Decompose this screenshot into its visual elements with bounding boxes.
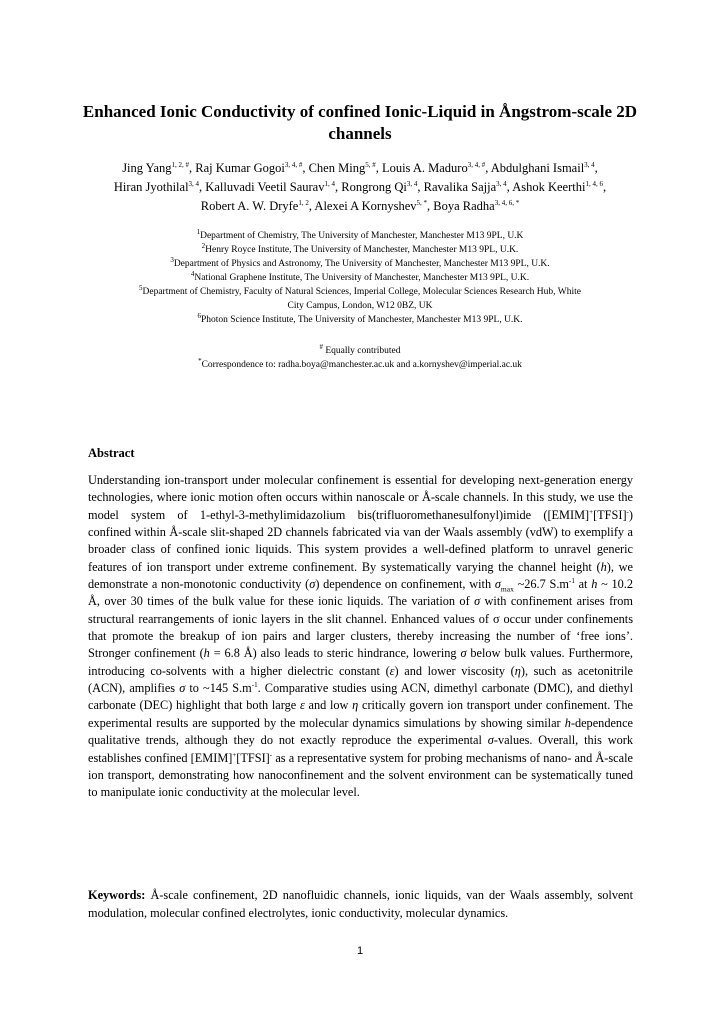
author: Abdulghani Ismail$^{3, 4}$, [490,160,598,175]
affiliation: $^1$Department of Chemistry, The University of Manchester, Manchester M13 9PL, U.K [196,227,524,241]
abstract-text: Understanding ion-transport under molecular confinement is essential for developing next-generation energy technologies, where ionic motion often occurs within nanoscale or Å-scale channels. In this study, we use the model system of 1-ethyl-3-methylimidazolium bis(trifluoromethanesulfonyl)imide ([EMIM]+[TFSI]-) confined within Å-scale slit-shaped 2D channels fabricated via van der Waals assembly (vdW) to exemplify a broader class of confined ionic liquids. This system provides a well-defined platform to unravel generic features of ion transport under extreme confinement. By systematically varying the channel height (h), we demonstrate a non-monotonic conductivity (σ) dependence on confinement, with $\sigma_{max}$ ~26.7 $S.m^{-1}$ at h ~ 10.2 Å, over 30 times of the bulk value for these ionic liquids. The variation of σ with confinement arises from structural rearrangements of ionic layers in the slit channel. Enhanced values of σ occur under confinements that promote the breakup of ion pairs and larger clusters, thereby increasing the number of ‘free ions’. Stronger confinement (h = 6.8 Å) also leads to steric hindrance, lowering σ below bulk values. Furthermore, introducing co-solvents with a higher dielectric constant (ε) and lower viscosity (η), such as acetonitrile (ACN), amplifies σ to ~145 $S.m^{-1}$. Comparative studies using ACN, dimethyl carbonate (DMC), and diethyl carbonate (DEC) highlight that both large ε and low η critically govern ion transport under confinement. The experimental results are supported by the molecular dynamics simulations by showing similar h-dependence qualitative trends, although they do not exactly reproduce the experimental σ-values. Overall, this work establishes confined [EMIM]+[TFSI]- as a representative system for probing mechanisms of nano- and Å-scale ion transport, demonstrating how nanoconfinement and the solvent environment can be systematically tuned to manipulate ionic conductivity at the molecular level. [88,473,634,800]
page-number: 1 [356,945,364,957]
abstract-heading: Abstract [88,446,135,460]
author: Ravalika Sajja$^{3, 4}$, [423,179,513,194]
affiliation: $^4$National Graphene Institute, The University of Manchester, Manchester M13 9PL, U.K. [190,269,530,283]
author: Hiran Jyothilal$^{3, 4}$, [113,179,206,194]
equal-contribution-note: # Equally contributed [319,342,401,356]
keywords-label: Keywords: [88,888,146,902]
affiliations [100,229,620,327]
affiliation: $^2$Henry Royce Institute, The University of Manchester, Manchester M13 9PL, U.K. [201,241,519,255]
keywords [88,887,633,922]
author-list [60,159,660,216]
affiliation: $^5$Department of Chemistry, Faculty of Natural Sciences, Imperial College, Molecular Sciences Research Hub, White City Campus, London, W12 0BZ, UK [139,283,581,311]
author: Boya Radha$^{3, 4, 6, *}$ [433,198,520,213]
author: Jing Yang$^{1, 2, \#}$, [122,160,196,175]
author: Kalluvadi Veetil Saurav$^{1, 4}$, [205,179,342,194]
affiliation: $^3$Department of Physics and Astronomy, The University of Manchester, Manchester M13 9PL, U.K. [170,255,550,269]
paper-title: Enhanced Ionic Conductivity of confined Ionic-Liquid in Ångstrom-scale 2D channels [82,102,638,143]
author: Louis A. Maduro$^{3, 4, \#}$, [381,160,491,175]
author-notes [100,344,620,372]
keywords-text: Å-scale confinement, 2D nanofluidic channels, ionic liquids, van der Waals assembly, solvent modulation, molecular confined electrolytes, ionic conductivity, molecular dynamics. [88,888,633,920]
correspondence-note: *Correspondence to: radha.boya@manchester.ac.uk and a.kornyshev@imperial.ac.uk [198,356,522,370]
author: Ashok Keerthi$^{1, 4, 6}$, [512,179,607,194]
author: Chen Ming$^{5, \#}$, [308,160,382,175]
author: Rongrong Qi$^{3, 4}$, [341,179,424,194]
author: Robert A. W. Dryfe$^{1, 2}$, [200,198,315,213]
author: Raj Kumar Gogoi$^{3, 4, \#}$, [195,160,309,175]
author: Alexei A Kornyshev$^{5, *}$, [314,198,434,213]
affiliation: $^6$Photon Science Institute, The University of Manchester, Manchester M13 9PL, U.K. [197,311,523,325]
